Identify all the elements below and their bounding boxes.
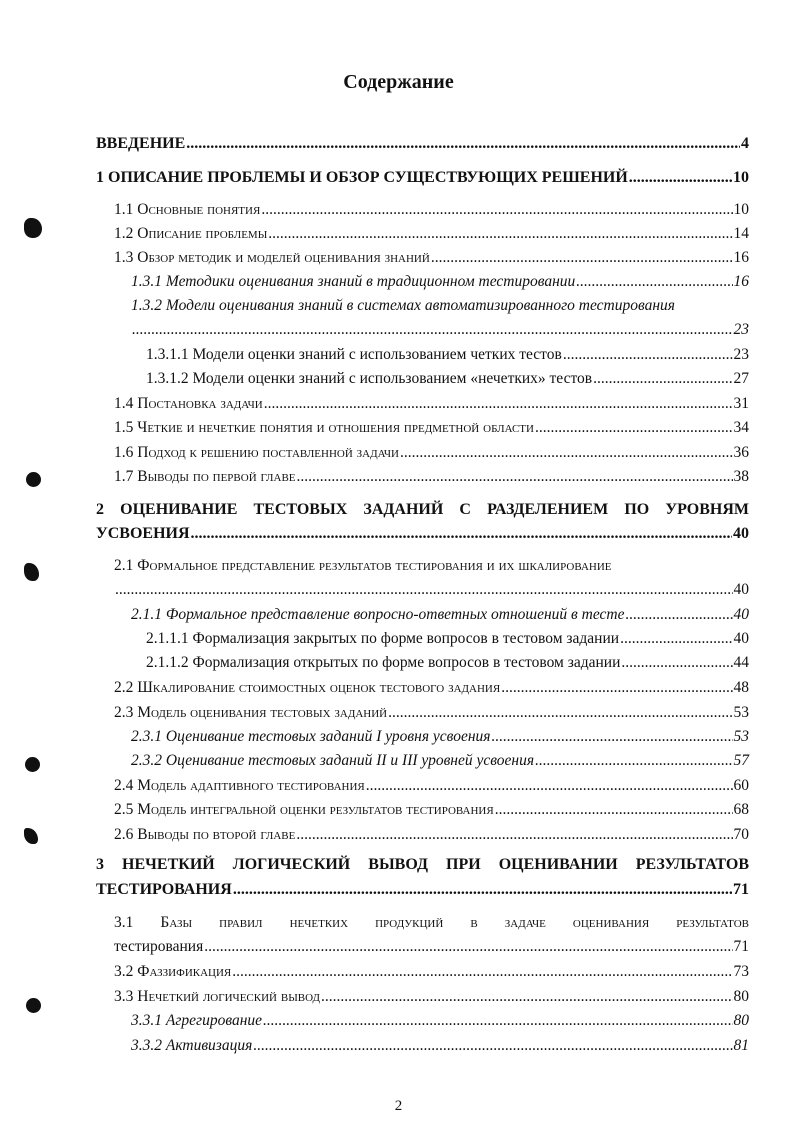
toc-entry-text: 1.4 Постановка задачи bbox=[114, 395, 263, 412]
toc-entry-text: 3.2 Фаззификация bbox=[114, 963, 232, 980]
toc-entry-3-2[interactable] bbox=[114, 962, 749, 982]
toc-leader-dots bbox=[593, 369, 732, 389]
toc-entry-page: 40 bbox=[733, 525, 749, 542]
toc-entry-text: 2.1.1.2 Формализация открытых по форме вопросов в тестовом задании bbox=[146, 654, 621, 671]
toc-entry-3-3[interactable] bbox=[114, 987, 749, 1007]
toc-entry-text: 3 НЕЧЕТКИЙ ЛОГИЧЕСКИЙ ВЫВОД ПРИ ОЦЕНИВАНИИ РЕЗУЛЬТАТОВ bbox=[96, 856, 749, 873]
toc-leader-dots bbox=[263, 1011, 732, 1031]
toc-entry-2-1-1-1[interactable] bbox=[146, 629, 749, 649]
toc-entry-page: 80 bbox=[733, 988, 749, 1005]
toc-leader-dots bbox=[495, 800, 733, 820]
toc-leader-dots bbox=[576, 272, 732, 292]
hole-punch-decoration bbox=[25, 757, 40, 772]
toc-entry-1-3[interactable] bbox=[114, 248, 749, 268]
toc-entry-text: 2.4 Модель адаптивного тестирования bbox=[114, 777, 365, 794]
toc-entry-page: 23 bbox=[733, 321, 749, 338]
toc-entry-page: 36 bbox=[733, 444, 749, 461]
toc-entry-text: 1.7 Выводы по первой главе bbox=[114, 468, 296, 485]
toc-entry-page: 60 bbox=[733, 777, 749, 794]
toc-entry-2-1-line1[interactable]: 2.1 Формальное представление результатов тестирования и их шкалирование bbox=[114, 557, 612, 574]
toc-entry-chapter-2-line2[interactable] bbox=[96, 524, 749, 544]
toc-entry-text: 1.3.1.1 Модели оценки знаний с использованием четких тестов bbox=[146, 346, 562, 363]
hole-punch-decoration bbox=[26, 472, 41, 487]
toc-entry-page: 53 bbox=[733, 704, 749, 721]
toc-entry-page: 27 bbox=[733, 370, 749, 387]
toc-entry-1-3-1-2[interactable] bbox=[146, 369, 749, 389]
toc-entry-text: 2.1.1 Формальное представление вопросно-ответных отношений в тесте bbox=[131, 606, 625, 623]
scan-blot-decoration bbox=[24, 218, 42, 238]
toc-entry-text: 1.3.1 Методики оценивания знаний в традиционном тестировании bbox=[131, 273, 576, 290]
toc-entry-chapter-1[interactable] bbox=[96, 168, 749, 188]
toc-entry-3-3-1[interactable] bbox=[131, 1011, 749, 1031]
toc-leader-dots bbox=[563, 345, 733, 365]
toc-entry-page: 10 bbox=[733, 169, 749, 186]
toc-entry-text: 2.3 Модель оценивания тестовых заданий bbox=[114, 704, 388, 721]
toc-entry-1-6[interactable] bbox=[114, 443, 749, 463]
toc-entry-page: 71 bbox=[733, 938, 749, 955]
toc-entry-1-2[interactable] bbox=[114, 224, 749, 244]
toc-entry-2-1-line2[interactable] bbox=[114, 580, 749, 600]
toc-leader-dots bbox=[115, 580, 733, 600]
toc-leader-dots bbox=[204, 937, 732, 957]
toc-leader-dots bbox=[620, 629, 732, 649]
toc-leader-dots bbox=[535, 418, 733, 438]
toc-leader-dots bbox=[501, 678, 732, 698]
toc-leader-dots bbox=[297, 467, 733, 487]
toc-entry-text: УСВОЕНИЯ bbox=[96, 525, 190, 542]
toc-entry-1-1[interactable] bbox=[114, 200, 749, 220]
toc-leader-dots bbox=[621, 653, 732, 673]
toc-entry-page: 16 bbox=[733, 249, 749, 266]
toc-entry-2-1-1-2[interactable] bbox=[146, 653, 749, 673]
toc-entry-page: 23 bbox=[733, 346, 749, 363]
toc-entry-3-1-line1[interactable] bbox=[114, 913, 749, 933]
toc-leader-dots bbox=[296, 825, 732, 845]
scan-blot-decoration bbox=[24, 563, 39, 581]
toc-leader-dots bbox=[366, 776, 733, 796]
toc-entry-2-3[interactable] bbox=[114, 703, 749, 723]
toc-entry-1-3-2-line2[interactable] bbox=[131, 320, 749, 340]
toc-entry-2-2[interactable] bbox=[114, 678, 749, 698]
toc-entry-3-3-2[interactable] bbox=[131, 1036, 749, 1056]
hole-punch-decoration bbox=[26, 998, 41, 1013]
toc-entry-text: тестирования bbox=[114, 938, 204, 955]
toc-leader-dots bbox=[625, 605, 732, 625]
toc-leader-dots bbox=[629, 168, 732, 188]
toc-entry-2-1-1[interactable] bbox=[131, 605, 749, 625]
toc-entry-text: 2.5 Модель интегральной оценки результатов тестирования bbox=[114, 801, 494, 818]
toc-entry-text: 1.1 Основные понятия bbox=[114, 201, 261, 218]
toc-entry-2-5[interactable] bbox=[114, 800, 749, 820]
toc-entry-introduction[interactable] bbox=[96, 134, 749, 154]
toc-entry-text: 1.3 Обзор методик и моделей оценивания знаний bbox=[114, 249, 430, 266]
toc-entry-1-3-2-line1[interactable]: 1.3.2 Модели оценивания знаний в системах автоматизированного тестирования bbox=[131, 297, 675, 314]
toc-entry-2-6[interactable] bbox=[114, 825, 749, 845]
toc-entry-text: ВВЕДЕНИЕ bbox=[96, 135, 186, 152]
toc-entry-3-1-line2[interactable] bbox=[114, 937, 749, 957]
toc-entry-page: 80 bbox=[733, 1012, 749, 1029]
toc-entry-text: 2.3.2 Оценивание тестовых заданий II и III уровней усвоения bbox=[131, 752, 535, 769]
toc-entry-page: 4 bbox=[741, 135, 749, 152]
toc-entry-page: 40 bbox=[733, 630, 749, 647]
toc-entry-chapter-2-line1[interactable] bbox=[96, 500, 749, 520]
toc-entry-page: 73 bbox=[733, 963, 749, 980]
toc-leader-dots bbox=[191, 524, 732, 544]
toc-entry-1-5[interactable] bbox=[114, 418, 749, 438]
toc-leader-dots bbox=[388, 703, 732, 723]
toc-entry-page: 68 bbox=[733, 801, 749, 818]
toc-leader-dots bbox=[261, 200, 732, 220]
toc-entry-page: 44 bbox=[733, 654, 749, 671]
toc-leader-dots bbox=[491, 727, 732, 747]
toc-entry-1-4[interactable] bbox=[114, 394, 749, 414]
toc-entry-page: 48 bbox=[733, 679, 749, 696]
toc-entry-page: 31 bbox=[733, 395, 749, 412]
toc-entry-page: 81 bbox=[733, 1037, 749, 1054]
toc-leader-dots bbox=[253, 1036, 732, 1056]
toc-entry-page: 53 bbox=[733, 728, 749, 745]
toc-leader-dots bbox=[268, 224, 732, 244]
toc-entry-page: 34 bbox=[733, 419, 749, 436]
toc-entry-text: 2 ОЦЕНИВАНИЕ ТЕСТОВЫХ ЗАДАНИЙ С РАЗДЕЛЕНИЕМ ПО УРОВНЯМ bbox=[96, 501, 749, 518]
toc-entry-page: 57 bbox=[733, 752, 749, 769]
toc-entry-page: 40 bbox=[733, 581, 749, 598]
toc-entry-2-3-2[interactable] bbox=[131, 751, 749, 771]
toc-entry-text: 2.2 Шкалирование стоимостных оценок тестового задания bbox=[114, 679, 501, 696]
toc-entry-text: ТЕСТИРОВАНИЯ bbox=[96, 881, 232, 898]
toc-leader-dots bbox=[400, 443, 733, 463]
toc-entry-page: 14 bbox=[733, 225, 749, 242]
toc-entry-2-4[interactable] bbox=[114, 776, 749, 796]
toc-leader-dots bbox=[321, 987, 732, 1007]
page-number: 2 bbox=[394, 1098, 403, 1114]
toc-entry-text: 2.3.1 Оценивание тестовых заданий I уровня усвоения bbox=[131, 728, 491, 745]
toc-entry-1-3-1[interactable] bbox=[131, 272, 749, 292]
scan-blot-decoration bbox=[24, 828, 38, 844]
toc-entry-text: 3.3.1 Агрегирование bbox=[131, 1012, 263, 1029]
toc-entry-2-3-1[interactable] bbox=[131, 727, 749, 747]
toc-leader-dots bbox=[186, 134, 740, 154]
toc-entry-text: 1 ОПИСАНИЕ ПРОБЛЕМЫ И ОБЗОР СУЩЕСТВУЮЩИХ РЕШЕНИЙ bbox=[96, 169, 628, 186]
toc-entry-text: 2.6 Выводы по второй главе bbox=[114, 826, 296, 843]
toc-entry-text: 1.5 Четкие и нечеткие понятия и отношения предметной области bbox=[114, 419, 534, 436]
toc-leader-dots bbox=[431, 248, 733, 268]
toc-leader-dots bbox=[132, 320, 733, 340]
toc-entry-text: 3.1 Базы правил нечетких продукций в задаче оценивания результатов bbox=[114, 914, 749, 931]
toc-entry-chapter-3-line1[interactable] bbox=[96, 855, 749, 875]
toc-leader-dots bbox=[233, 880, 732, 900]
toc-entry-chapter-3-line2[interactable] bbox=[96, 880, 749, 900]
toc-entry-text: 1.2 Описание проблемы bbox=[114, 225, 268, 242]
toc-entry-text: 3.3 Нечеткий логический вывод bbox=[114, 988, 321, 1005]
toc-entry-page: 16 bbox=[733, 273, 749, 290]
toc-entry-1-7[interactable] bbox=[114, 467, 749, 487]
toc-entry-page: 38 bbox=[733, 468, 749, 485]
toc-entry-text: 3.3.2 Активизация bbox=[131, 1037, 253, 1054]
toc-entry-text: 1.6 Подход к решению поставленной задачи bbox=[114, 444, 399, 461]
page-title: Содержание bbox=[343, 71, 454, 93]
toc-entry-text: 1.3.1.2 Модели оценки знаний с использованием «нечетких» тестов bbox=[146, 370, 593, 387]
toc-entry-page: 40 bbox=[733, 606, 749, 623]
toc-entry-page: 70 bbox=[733, 826, 749, 843]
toc-entry-page: 71 bbox=[733, 881, 749, 898]
toc-entry-page: 10 bbox=[733, 201, 749, 218]
toc-leader-dots bbox=[535, 751, 732, 771]
toc-leader-dots bbox=[232, 962, 732, 982]
toc-entry-text: 2.1.1.1 Формализация закрытых по форме вопросов в тестовом задании bbox=[146, 630, 620, 647]
toc-leader-dots bbox=[264, 394, 733, 414]
toc-entry-1-3-1-1[interactable] bbox=[146, 345, 749, 365]
